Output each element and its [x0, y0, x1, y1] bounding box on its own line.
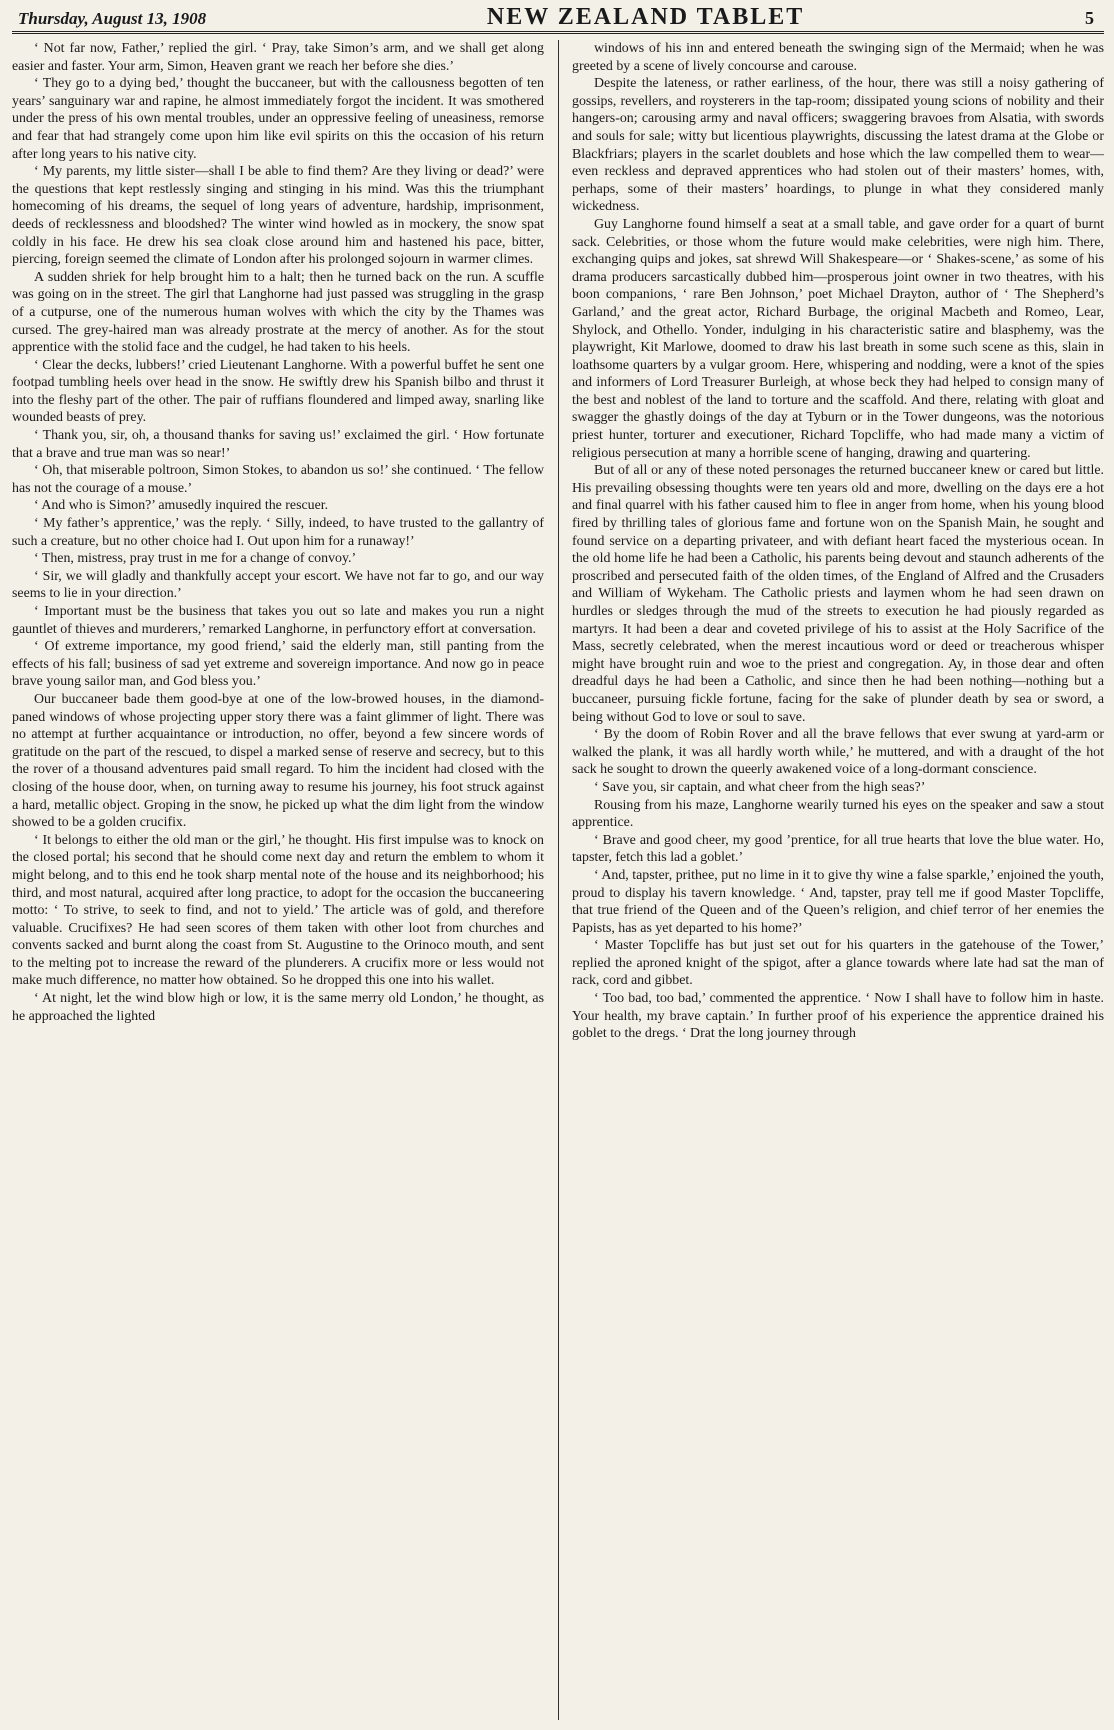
- newspaper-title: NEW ZEALAND TABLET: [486, 4, 805, 30]
- paragraph: ‘ At night, let the wind blow high or low, it is the same merry old London,’ he thought, as he approached the lighted: [12, 991, 544, 1024]
- paragraph: But of all or any of these noted personages the returned buccaneer knew or cared but little. His prevailing obsessing thoughts were ten years old and more, dwelling on the days ere a hot and final quarrel with his father caused him to flee in anger from home, when his young blood fired by thrilling tales of glorious fame and fortune won on the Spanish Main, he sought and found service on a departing privateer, and with defiant heart faced the mysterious ocean. In the old home life he had been a Catholic, his parents being devout and staunch adherents of the proscribed and persecuted faith of the olden times, of the England of Alfred and the Crusaders and William of Wykeham. The Catholic priests and laymen whom he had seen drawn on hurdles or sledges through the mud of the streets to execution he had piously regarded as martyrs. It had been a dear and coveted privilege of his to assist at the Holy Sacrifice of the Mass, secretly celebrated, when the merest incautious word or deed or treacherous whisper might have brought ruin and woe to the priest and congregation. Ay, in those dear and often dreadful days he had been a Catholic, and since then he had been nothing—nothing but a buccaneer, pursuing fickle fortune, facing for the sake of plunder death by sea or sword, a being without God to love or soul to save.: [572, 463, 1104, 725]
- right-column: [572, 40, 1104, 1720]
- paragraph: ‘ Master Topcliffe has but just set out for his quarters in the gatehouse of the Tower,’ replied the aproned knight of the spigot, after a glance towards where late had sat the man of rack, cord and gibbet.: [572, 938, 1104, 989]
- paragraph: ‘ Sir, we will gladly and thankfully accept your escort. We have not far to go, and our way seems to lie in your direction.’: [12, 568, 544, 602]
- paragraph: ‘ And who is Simon?’ amusedly inquired the rescuer.: [34, 498, 329, 514]
- article-columns: [12, 40, 1104, 1720]
- paragraph: ‘ Then, mistress, pray trust in me for a change of convoy.’: [34, 551, 357, 567]
- paragraph: Our buccaneer bade them good-bye at one of the low-browed houses, in the diamond-paned windows of whose projecting upper story there was a faint glimmer of light. There was no attempt at further acquaintance or introduction, no offer, beyond a few sincere words of gratitude on the part of the rescued, to dispel a marked sense of reserve and secrecy, but to this the rover of a thousand adventures paid small regard. To him the incident had closed with the closing of the house door, when, on turning away to resume his journey, his foot struck against a hard, metallic object. Groping in the snow, he picked up what the dim light from the window showed to be a golden crucifix.: [12, 691, 544, 831]
- page-number: 5: [1084, 8, 1094, 28]
- paragraph: ‘ My father’s apprentice,’ was the reply. ‘ Silly, indeed, to have trusted to the gallantry of such a creature, but no other choice had I. Out upon him for a runaway!’: [12, 516, 544, 549]
- paragraph: ‘ It belongs to either the old man or the girl,’ he thought. His first impulse was to knock on the closed portal; his second that he should come next day and return the emblem to whom it might belong, and to this end he took sharp mental note of the house and its neighborhood; his third, and most natural, acquired after long practice, to adopt for the occasion the buccaneering motto: ‘ To strive, to seek to find, and not to yield.’ The article was of gold, and therefore valuable. Crucifixes? He had seen scores of them taken with other loot from churches and convents sacked and burnt along the coast from St. Augustine to the Orinoco mouth, and sent to the melting pot to increase the reward of the plunderers. A crucifix more or less would not make much difference, no matter how obtained. So he dropped this one into his wallet.: [12, 832, 544, 989]
- left-column: [12, 40, 544, 1720]
- paragraph: ‘ And, tapster, prithee, put no lime in it to give thy wine a false sparkle,’ enjoined the youth, proud to display his tavern knowledge. ‘ And, tapster, pray tell me if good Master Topcliffe, that true friend of the Queen and of the Queen’s religion, and chief terror of her enemies the Papists, has as yet departed to his home?’: [572, 867, 1104, 936]
- paragraph: ‘ They go to a dying bed,’ thought the buccaneer, but with the callousness begotten of ten years’ sanguinary war and rapine, he almost immediately forgot the incident. It was smothered under the press of his own mental troubles, under an oppressive feeling of uneasiness, remorse and fear that had strangely come upon him like evil spirits on this the occasion of his return after long years to his native city.: [12, 76, 544, 162]
- paragraph: ‘ Clear the decks, lubbers!’ cried Lieutenant Langhorne. With a powerful buffet he sent one footpad tumbling heels over head in the snow. He swiftly drew his Spanish bilbo and thrust it into the fleshy part of the other. The pair of ruffians floundered and limped away, snarling like wounded beasts of prey.: [12, 357, 544, 426]
- paragraph: ‘ Not far now, Father,’ replied the girl. ‘ Pray, take Simon’s arm, and we shall get along easier and faster. Your arm, Simon, Heaven grant we reach her before she dies.’: [12, 41, 544, 74]
- issue-date: Thursday, August 13, 1908: [18, 9, 207, 28]
- paragraph: ‘ Save you, sir captain, and what cheer from the high seas?’: [594, 779, 926, 795]
- paragraph: ‘ Oh, that miserable poltroon, Simon Stokes, to abandon us so!’ she continued. ‘ The fellow has not the courage of a mouse.’: [12, 463, 544, 496]
- paragraph: ‘ Too bad, too bad,’ commented the apprentice. ‘ Now I shall have to follow him in haste. Your health, my brave captain.’ In further proof of his experience the apprentice drained his goblet to the dregs. ‘ Drat the long journey through: [572, 991, 1104, 1042]
- paragraph: A sudden shriek for help brought him to a halt; then he turned back on the run. A scuffle was going on in the street. The girl that Langhorne had just passed was struggling in the grasp of a cutpurse, one of the numerous human wolves with which the city by the Thames was cursed. The grey-haired man was already prostrate at the mercy of another. As for the stout apprentice with the stolid face and the cudgel, he had taken to his heels.: [12, 269, 544, 356]
- paragraph: ‘ My parents, my little sister—shall I be able to find them? Are they living or dead?’ were the questions that kept restlessly singing and stinging in his mind. Was this the triumphant homecoming of his dreams, the sequel of long years of adventure, hardship, imprisonment, deeds of recklessness and bloodshed? The winter wind howled as in mockery, the snow spat coldly in his face. He drew his sea cloak close around him and hastened his pace, bitter, piercing, foreign seemed the climate of London after his prolonged sojourn in warmer climes.: [12, 164, 544, 268]
- paragraph: Despite the lateness, or rather earliness, of the hour, there was still a noisy gathering of gossips, revellers, and roysterers in the tap-room; dissipated young scions of nobility and their hangers-on; carousing army and naval officers; swaggering bravoes from Alsatia, with swords and souls for sale; witty but licentious playwrights, discussing the latest drama at the Globe or Blackfriars; players in the scarlet doublets and hose which the law compelled them to wear—even reckless and depraved apprentices who had stolen out of their masters’ homes, with, perhaps, some of their masters’ hoardings, to plunge in what they considered manly wickedness.: [572, 76, 1104, 215]
- paragraph: ‘ Brave and good cheer, my good ’prentice, for all true hearts that love the blue water. Ho, tapster, fetch this lad a goblet.’: [572, 832, 1104, 866]
- paragraph: ‘ By the doom of Robin Rover and all the brave fellows that ever swung at yard-arm or walked the plank, it was all hardly worth while,’ he muttered, and with a draught of the hot sack he sought to drown the queerly awakened voice of a long-dormant conscience.: [572, 727, 1104, 778]
- paragraph: ‘ Important must be the business that takes you out so late and makes you run a night gauntlet of thieves and murderers,’ remarked Langhorne, in perfunctory effort at conversation.: [12, 604, 544, 637]
- paragraph: Rousing from his maze, Langhorne wearily turned his eyes on the speaker and saw a stout apprentice.: [572, 797, 1104, 831]
- paragraph: windows of his inn and entered beneath the swinging sign of the Mermaid; when he was greeted by a scene of lively concourse and carouse.: [572, 41, 1104, 74]
- masthead: [12, 0, 1104, 34]
- paragraph: Guy Langhorne found himself a seat at a small table, and gave order for a quart of burnt sack. Celebrities, or those whom the future would make celebrities, were nigh him. There, exchanging quips and jokes, sat shrewd Will Shakespeare—or ‘ Shakes-scene,’ as some of his drama producers sarcastically dubbed him—prosperous joint owner in two theatres, with his boon companions, ‘ rare Ben Johnson,’ poet Michael Drayton, author of ‘ The Shepherd’s Garland,’ and the great actor, Richard Burbage, the original Macbeth and Romeo, Lear, Shylock, and Othello. Yonder, indulging in his characteristic satire and blasphemy, was the playwright, Kit Marlowe, doomed to draw his last breath in some such scene as this, slain in loathsome quarters by a vulgar groom. Here, whispering and nodding, were a knot of the spies and informers of Lord Treasurer Burleigh, at whose beck they had helped to consign many of the best and noblest of the land to torture and the scaffold. And there, relating with gloat and swagger the ghastly doings of the day at Tyburn or in the Tower dungeons, was the notorious priest hunter, torturer and executioner, Richard Topcliffe, who had made many a victim of religious persecution at many a horrible scene of hanging, drawing and quartering.: [572, 216, 1104, 461]
- paragraph: ‘ Of extreme importance, my good friend,’ said the elderly man, still panting from the effects of his fall; business of sad yet extreme and sovereign importance. And now go in peace brave young sailor man, and God bless you.’: [12, 639, 544, 690]
- column-divider: [558, 40, 559, 1720]
- paragraph: ‘ Thank you, sir, oh, a thousand thanks for saving us!’ exclaimed the girl. ‘ How fortunate that a brave and true man was so near!’: [12, 428, 544, 461]
